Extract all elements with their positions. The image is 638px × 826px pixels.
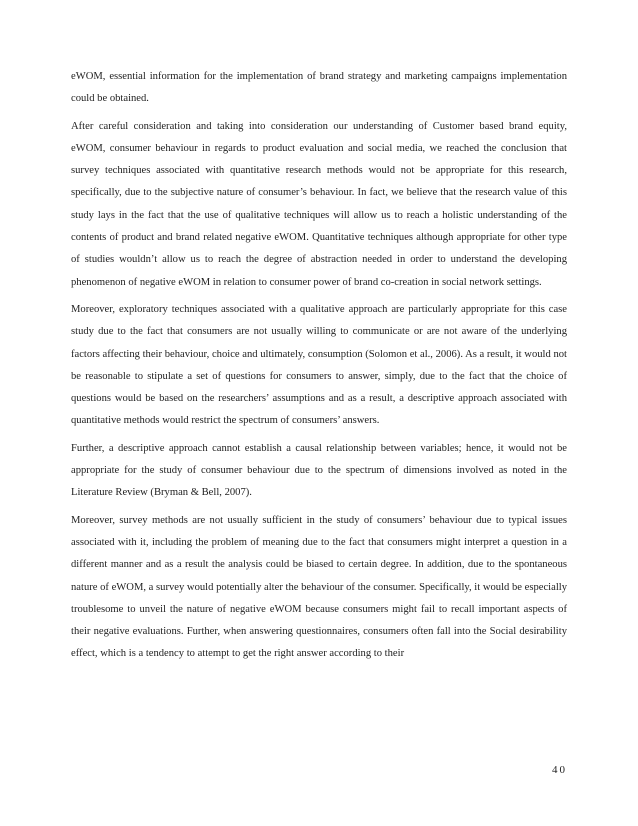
page-number: 40 [552, 764, 567, 776]
paragraph-5: Moreover, survey methods are not usually sufficient in the study of consumers’ behaviour due to typical issues associated with it, including the problem of meaning due to the fact that consumers might interpret a question in a different manner and as a result the analysis could be biased to certain degree. In addition, due to the spontaneous nature of eWOM, a survey would potentially alter the behaviour of the consumer. Specifically, it would be especially troublesome to unveil the nature of negative eWOM because consumers might fail to recall important aspects of their negative evaluations. Further, when answering questionnaires, consumers often fall into the Social desirability effect, which is a tendency to attempt to get the right answer according to their [71, 514, 567, 660]
paragraph-4: Further, a descriptive approach cannot establish a causal relationship between variables; hence, it would not be appropriate for the study of consumer behaviour due to the spectrum of dimensions involved as noted in the Literature Review (Bryman & Bell, 2007). [71, 442, 567, 499]
paragraph-1: eWOM, essential information for the implementation of brand strategy and marketing campaigns implementation could be obtained. [71, 71, 567, 105]
body-text [71, 66, 567, 671]
paragraph-3: Moreover, exploratory techniques associated with a qualitative approach are particularly appropriate for this case study due to the fact that consumers are not usually willing to communicate or are not aware of the underlying factors affecting their behaviour, choice and ultimately, consumption (Solomon et al., 2006). As a result, it would not be reasonable to stipulate a set of questions for consumers to answer, simply, due to the fact that the choice of questions would be based on the researchers’ assumptions and as a result, a descriptive approach associated with quantitative methods would restrict the spectrum of consumers’ answers. [71, 303, 567, 427]
paragraph-2: After careful consideration and taking into consideration our understanding of Customer based brand equity, eWOM, consumer behaviour in regards to product evaluation and social media, we reached the conclusion that survey techniques associated with quantitative research methods would not be appropriate for this research, specifically, due to the subjective nature of consumer’s behaviour. In fact, we believe that the research value of this study lays in the fact that the use of qualitative techniques will allow us to reach a holistic understanding of the contents of product and brand related negative eWOM. Quantitative techniques although appropriate for other type of studies wouldn’t allow us to reach the degree of abstraction needed in order to understand the developing phenomenon of negative eWOM in relation to consumer power of brand co-creation in social network settings. [71, 120, 567, 288]
